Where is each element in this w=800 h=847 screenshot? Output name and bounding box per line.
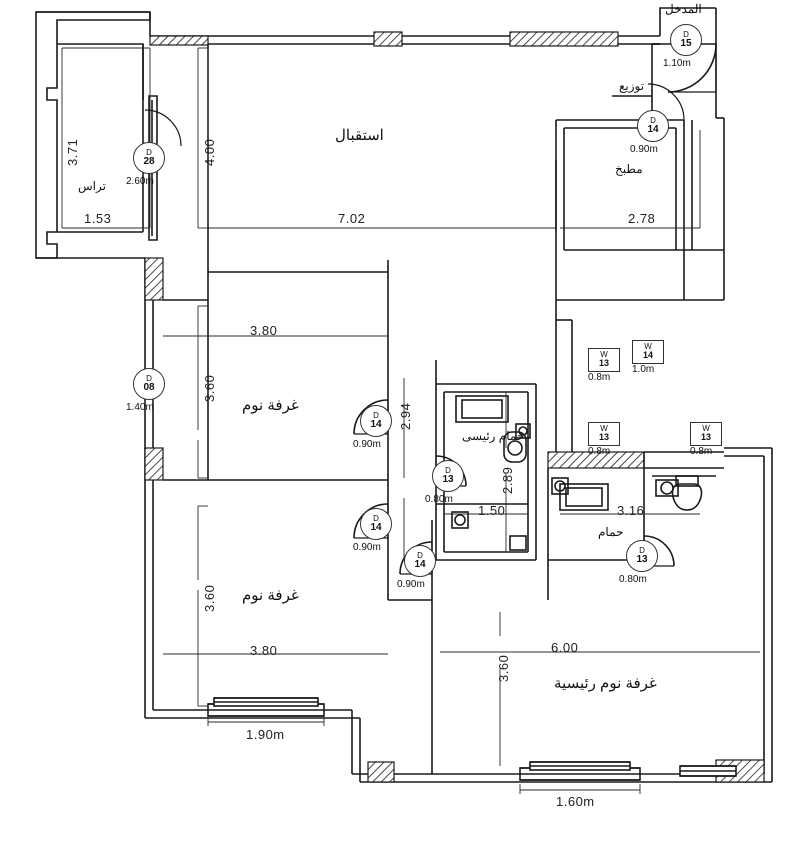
door-size-14-bed1: 0.90m: [353, 439, 381, 450]
door-size-14-corridor: 0.90m: [397, 579, 425, 590]
window-tag-number: 14: [642, 350, 653, 361]
dimension-1-60m: 1.60m: [556, 794, 595, 809]
dimension-2-89: 2.89: [500, 466, 515, 494]
dimension-3-80-lower: 3.80: [250, 643, 278, 658]
door-tag-number: 13: [442, 473, 454, 485]
door-tag-number: 13: [636, 553, 648, 565]
window-size-14: 1.0m: [632, 364, 655, 375]
window-tag-number: 13: [598, 358, 609, 369]
door-tag-number: 14: [370, 521, 382, 533]
door-tag-14-corridor: [404, 545, 436, 577]
dimension-3-60-master: 3.60: [496, 654, 511, 682]
room-label-distribution: توزيع: [619, 79, 645, 93]
door-tag-number: 14: [414, 558, 426, 570]
door-tag-14-kitchen: [637, 110, 669, 142]
window-tag-type: W: [600, 424, 608, 434]
door-tag-type: D: [650, 115, 656, 125]
door-tag-type: D: [373, 410, 379, 420]
dimension-3-16: 3.16: [617, 503, 645, 518]
door-tag-type: D: [445, 465, 451, 475]
window-size-13-a: 0.8m: [588, 372, 611, 383]
door-size-15-entrance: 1.10m: [663, 58, 691, 69]
dimension-3-60-bed2: 3.60: [202, 584, 217, 612]
dimension-4-00: 4.00: [202, 138, 217, 166]
room-label-kitchen: مطبخ: [615, 162, 643, 176]
door-tag-13-bath: [432, 460, 464, 492]
dimension-2-78: 2.78: [628, 211, 656, 226]
door-tag-number: 14: [647, 123, 659, 135]
window-tag-type: W: [600, 350, 608, 360]
door-tag-type: D: [683, 29, 689, 39]
door-tag-number: 14: [370, 418, 382, 430]
door-tag-14-bed2: [360, 508, 392, 540]
window-tag-number: 13: [700, 432, 711, 443]
door-size-14-bed2: 0.90m: [353, 542, 381, 553]
dimension-1-53: 1.53: [84, 211, 112, 226]
room-label-entrance: المدخل: [665, 2, 702, 16]
room-label-bathroom: حمام: [598, 525, 624, 539]
door-tag-type: D: [146, 147, 152, 157]
room-label-main-bathroom: حمام رئيسى: [462, 429, 525, 443]
dimension-3-71: 3.71: [65, 138, 80, 166]
window-tag-14: [632, 340, 664, 364]
door-tag-type: D: [373, 513, 379, 523]
window-tag-13-b: [588, 422, 620, 446]
door-size-13-bath: 0.80m: [425, 494, 453, 505]
room-label-reception: استقبال: [335, 127, 384, 144]
dimension-1-90m: 1.90m: [246, 727, 285, 742]
door-size-14-kitchen: 0.90m: [630, 144, 658, 155]
door-tag-number: 15: [680, 37, 692, 49]
dimension-1-50: 1.50: [478, 503, 506, 518]
door-size-08: 1.40m: [126, 402, 154, 413]
dimension-2-94: 2.94: [398, 402, 413, 430]
window-tag-type: W: [702, 424, 710, 434]
door-tag-14-bed1: [360, 405, 392, 437]
room-label-terrace: تراس: [78, 179, 106, 193]
window-tag-13-a: [588, 348, 620, 372]
window-size-13-c: 0.8m: [690, 446, 713, 457]
door-tag-28: [133, 142, 165, 174]
door-tag-number: 28: [143, 155, 155, 167]
room-label-master-bedroom: غرفة نوم رئيسية: [554, 675, 657, 692]
door-tag-08: [133, 368, 165, 400]
window-tag-type: W: [644, 342, 652, 352]
dimension-7-02: 7.02: [338, 211, 366, 226]
door-size-28: 2.60m: [126, 176, 154, 187]
room-label-bedroom-2: غرفة نوم: [242, 587, 299, 604]
room-label-bedroom-1: غرفة نوم: [242, 397, 299, 414]
door-tag-type: D: [146, 373, 152, 383]
door-tag-13-bath2: [626, 540, 658, 572]
dimension-3-80-upper: 3.80: [250, 323, 278, 338]
door-tag-type: D: [639, 545, 645, 555]
dimension-6-00: 6.00: [551, 640, 579, 655]
door-size-13-bath2: 0.80m: [619, 574, 647, 585]
window-tag-13-c: [690, 422, 722, 446]
window-tag-number: 13: [598, 432, 609, 443]
door-tag-number: 08: [143, 381, 155, 393]
dimension-3-60-bed1: 3.60: [202, 374, 217, 402]
door-tag-type: D: [417, 550, 423, 560]
door-tag-15-entrance: [670, 24, 702, 56]
window-size-13-b: 0.8m: [588, 446, 611, 457]
